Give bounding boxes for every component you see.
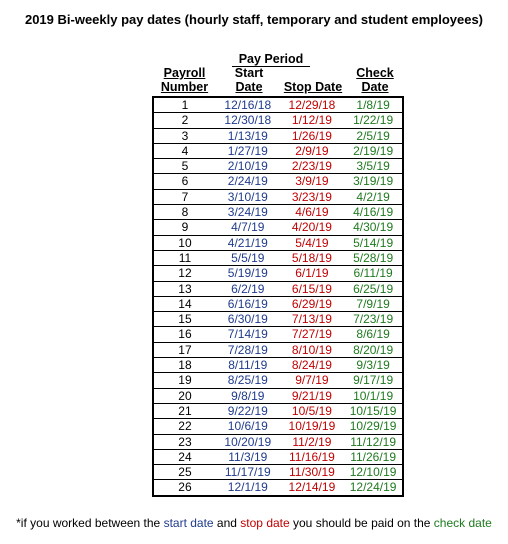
payroll-number-cell: 14 [153, 296, 216, 311]
stop-date-cell: 11/30/19 [280, 465, 345, 480]
footnote-check-date: check date [433, 516, 492, 530]
start-date-cell: 2/10/19 [216, 159, 280, 174]
start-date-cell: 6/16/19 [216, 296, 280, 311]
table-row [153, 189, 403, 204]
payroll-number-cell: 23 [153, 434, 216, 449]
stop-date-cell: 3/9/19 [280, 174, 345, 189]
payroll-number-cell: 8 [153, 205, 216, 220]
table-row [153, 113, 403, 128]
start-date-cell: 10/6/19 [216, 419, 280, 434]
table-row [153, 403, 403, 418]
start-date-cell: 1/27/19 [216, 143, 280, 158]
check-date-cell: 4/2/19 [344, 189, 403, 204]
start-date-cell: 10/20/19 [216, 434, 280, 449]
stop-date-cell: 6/15/19 [280, 281, 345, 296]
table-row [153, 174, 403, 189]
payroll-number-cell: 17 [153, 342, 216, 357]
stop-date-cell: 1/12/19 [280, 113, 345, 128]
payroll-number-cell: 26 [178, 480, 192, 495]
payroll-number-cell: 6 [153, 174, 216, 189]
stop-date-cell: 6/1/19 [280, 266, 345, 281]
table-row [153, 373, 403, 388]
check-date-cell: 3/5/19 [344, 159, 403, 174]
check-date-cell: 8/6/19 [344, 327, 403, 342]
footnote [0, 516, 508, 530]
check-header-line1: Check [356, 66, 394, 80]
pay-period-header: Pay Period [238, 52, 304, 66]
table-row [153, 250, 403, 265]
start-date-cell: 5/19/19 [216, 266, 280, 281]
table-row [153, 358, 403, 373]
start-date-cell: 7/28/19 [216, 342, 280, 357]
stop-date-cell: 4/20/19 [280, 220, 345, 235]
stop-date-cell: 11/16/19 [280, 449, 345, 464]
payroll-number-cell: 10 [153, 235, 216, 250]
payroll-number-cell: 11 [153, 250, 216, 265]
check-date-cell: 12/10/19 [344, 465, 403, 480]
stop-date-cell: 12/14/19 [288, 480, 336, 495]
footnote-stop-date: stop date [240, 516, 290, 530]
pay-dates-table [152, 96, 404, 497]
start-date-cell: 3/24/19 [216, 205, 280, 220]
check-date-cell: 8/20/19 [344, 342, 403, 357]
check-date-cell: 4/16/19 [344, 205, 403, 220]
table-row [153, 235, 403, 250]
check-date-cell: 6/25/19 [344, 281, 403, 296]
start-date-cell: 3/10/19 [216, 189, 280, 204]
payroll-number-cell: 19 [153, 373, 216, 388]
table-row [153, 143, 403, 158]
check-header-line2: Date [361, 80, 389, 94]
start-date-cell: 9/8/19 [216, 388, 280, 403]
stop-date-cell: 8/10/19 [280, 342, 345, 357]
start-date-cell: 5/5/19 [216, 250, 280, 265]
start-date-cell: 12/30/18 [216, 113, 280, 128]
start-date-cell: 6/2/19 [216, 281, 280, 296]
payroll-number-cell: 2 [153, 113, 216, 128]
start-date-cell: 2/24/19 [216, 174, 280, 189]
footnote-text-3: you should be paid on the [289, 516, 434, 530]
payroll-number-cell: 9 [153, 220, 216, 235]
table-row [153, 449, 403, 464]
stop-date-cell: 2/9/19 [280, 143, 345, 158]
table-row [153, 128, 403, 143]
stop-date-cell: 8/24/19 [280, 358, 345, 373]
stop-header: Stop Date [283, 80, 343, 94]
stop-date-cell: 9/7/19 [280, 373, 345, 388]
payroll-number-cell: 20 [153, 388, 216, 403]
footnote-text-1: *if you worked between the [16, 516, 164, 530]
payroll-number-cell: 15 [153, 312, 216, 327]
check-date-cell: 2/19/19 [344, 143, 403, 158]
start-date-cell: 8/25/19 [216, 373, 280, 388]
payroll-number-cell: 1 [153, 97, 216, 113]
stop-date-cell: 5/18/19 [280, 250, 345, 265]
table-row [153, 159, 403, 174]
check-date-cell: 10/15/19 [344, 403, 403, 418]
table-row [153, 434, 403, 449]
table-row [153, 220, 403, 235]
start-date-cell: 9/22/19 [216, 403, 280, 418]
payroll-number-cell: 16 [153, 327, 216, 342]
check-date-cell: 11/12/19 [344, 434, 403, 449]
check-date-cell: 2/5/19 [344, 128, 403, 143]
check-date-cell: 7/9/19 [344, 296, 403, 311]
footnote-start-date: start date [163, 516, 214, 530]
check-date-cell: 4/30/19 [344, 220, 403, 235]
table-row [153, 480, 403, 496]
start-header-line1: Start [234, 66, 264, 80]
check-date-cell: 9/17/19 [344, 373, 403, 388]
stop-date-cell: 10/5/19 [280, 403, 345, 418]
check-date-cell: 5/14/19 [344, 235, 403, 250]
start-date-cell: 11/17/19 [216, 465, 280, 480]
check-date-cell: 6/11/19 [344, 266, 403, 281]
stop-date-cell: 7/13/19 [280, 312, 345, 327]
payroll-number-cell: 12 [153, 266, 216, 281]
start-date-cell: 4/7/19 [216, 220, 280, 235]
payroll-number-cell: 5 [153, 159, 216, 174]
payroll-number-cell: 7 [153, 189, 216, 204]
start-header-line2: Date [235, 80, 263, 94]
footnote-text-2: and [213, 516, 241, 530]
stop-date-cell: 9/21/19 [280, 388, 345, 403]
check-date-cell: 11/26/19 [344, 449, 403, 464]
table-row [153, 97, 403, 113]
payroll-number-cell: 21 [153, 403, 216, 418]
payroll-number-cell: 13 [153, 281, 216, 296]
start-date-cell: 1/13/19 [216, 128, 280, 143]
table-row [153, 296, 403, 311]
table-row [153, 312, 403, 327]
table-row [153, 266, 403, 281]
check-date-cell: 12/24/19 [349, 480, 397, 495]
check-date-cell: 5/28/19 [344, 250, 403, 265]
start-date-cell: 12/1/19 [227, 480, 268, 495]
stop-date-cell: 12/29/18 [280, 97, 345, 113]
payroll-number-cell: 18 [153, 358, 216, 373]
page-title: 2019 Bi-weekly pay dates (hourly staff, temporary and student employees) [24, 12, 484, 27]
stop-date-cell: 5/4/19 [280, 235, 345, 250]
payroll-number-cell: 22 [153, 419, 216, 434]
payroll-number-cell: 4 [153, 143, 216, 158]
stop-date-cell: 10/19/19 [280, 419, 345, 434]
table-row [153, 419, 403, 434]
payroll-number-cell: 25 [153, 465, 216, 480]
check-date-cell: 10/29/19 [344, 419, 403, 434]
table-row [153, 281, 403, 296]
table-row [153, 327, 403, 342]
start-date-cell: 12/16/18 [216, 97, 280, 113]
check-date-cell: 7/23/19 [344, 312, 403, 327]
stop-date-cell: 2/23/19 [280, 159, 345, 174]
stop-date-cell: 7/27/19 [280, 327, 345, 342]
payroll-header-line2: Number [160, 80, 209, 94]
start-date-cell: 6/30/19 [216, 312, 280, 327]
payroll-number-cell: 24 [153, 449, 216, 464]
stop-date-cell: 11/2/19 [280, 434, 345, 449]
payroll-header-line1: Payroll [163, 66, 206, 80]
start-date-cell: 11/3/19 [216, 449, 280, 464]
check-date-cell: 1/22/19 [344, 113, 403, 128]
start-date-cell: 4/21/19 [216, 235, 280, 250]
stop-date-cell: 1/26/19 [280, 128, 345, 143]
table-row [153, 388, 403, 403]
check-date-cell: 1/8/19 [344, 97, 403, 113]
check-date-cell: 9/3/19 [344, 358, 403, 373]
table-row [153, 465, 403, 480]
stop-date-cell: 4/6/19 [280, 205, 345, 220]
stop-date-cell: 6/29/19 [280, 296, 345, 311]
check-date-cell: 10/1/19 [344, 388, 403, 403]
start-date-cell: 8/11/19 [216, 358, 280, 373]
start-date-cell: 7/14/19 [216, 327, 280, 342]
stop-date-cell: 3/23/19 [280, 189, 345, 204]
table-row [153, 342, 403, 357]
payroll-number-cell: 3 [153, 128, 216, 143]
check-date-cell: 3/19/19 [344, 174, 403, 189]
table-row [153, 205, 403, 220]
